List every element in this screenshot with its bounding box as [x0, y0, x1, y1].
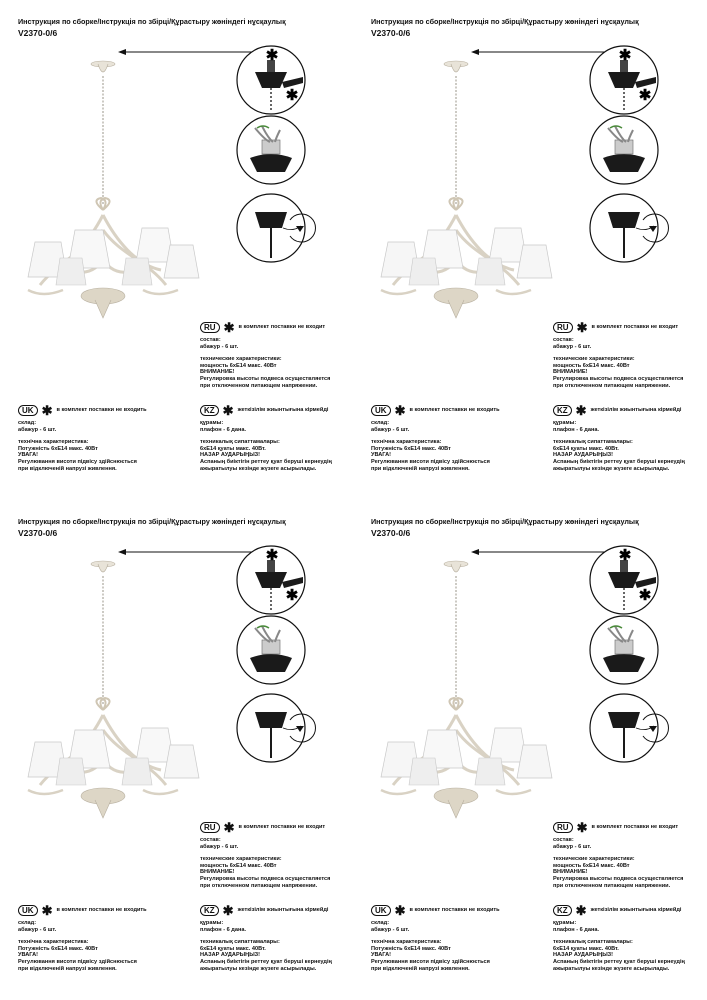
ru-line-2: абажур - 6 шт. [553, 343, 592, 350]
kz-line-5: НАЗАР АУДАРЫҢЫЗ! [200, 952, 261, 959]
instruction-sheet [353, 500, 706, 1000]
detail-canopy-screw-icon [237, 694, 315, 762]
uk-note: в комплект поставки не входить [409, 907, 500, 914]
svg-text:✱: ✱ [265, 47, 279, 64]
kz-line-5: НАЗАР АУДАРЫҢЫЗ! [553, 952, 614, 959]
uk-line-5: УВАГА! [18, 452, 39, 459]
star-icon: ✱ [575, 403, 587, 418]
ru-line-1: состав: [553, 337, 574, 343]
kz-line-3: техникалық сипаттамалары: [200, 439, 280, 446]
uk-line-2: абажур - 6 шт. [18, 926, 57, 933]
pointer-arrow-icon [118, 549, 270, 555]
kz-line-2: плафон - 6 дана. [553, 426, 600, 433]
uk-badge: UK [18, 905, 38, 916]
uk-section [18, 905, 147, 972]
ru-line-2: абажур - 6 шт. [200, 843, 239, 850]
svg-text:✱: ✱ [265, 547, 279, 564]
uk-line-3: технічна характеристика: [18, 439, 89, 446]
ru-line-5: ВНИМАНИЕ! [200, 369, 235, 376]
kz-line-6: Аспаның биіктігін реттеу қуат беруші кернеудің [553, 458, 685, 465]
ru-line-6: Регулировка высоты подвеса осуществляется [553, 375, 684, 382]
star-icon: ✱ [575, 903, 587, 918]
ru-section [553, 822, 683, 889]
kz-note: жеткізілім жиынтығына кірмейді [590, 407, 682, 414]
uk-line-1: склад: [18, 920, 37, 926]
uk-line-4: Потужність 6хЕ14 макс. 40Вт [18, 445, 98, 452]
uk-line-6: Регулювання висоти підвісу здійснюється [371, 458, 490, 465]
ru-line-1: состав: [200, 337, 221, 343]
chandelier-illustration [381, 61, 552, 318]
ru-line-5: ВНИМАНИЕ! [553, 369, 588, 376]
star-icon: ✱ [223, 320, 235, 335]
kz-line-6: Аспаның биіктігін реттеу қуат беруші кернеудің [200, 458, 332, 465]
star-icon: ✱ [222, 903, 234, 918]
assembly-illustration [0, 500, 353, 835]
model-number: V2370-0/6 [371, 528, 411, 538]
uk-badge: UK [371, 905, 391, 916]
uk-section [371, 905, 500, 972]
svg-text:✱: ✱ [285, 87, 299, 104]
kz-line-7: ажыратылуы кезінде жүзеге асырылады. [553, 465, 670, 472]
model-number: V2370-0/6 [18, 28, 58, 38]
ru-line-7: при отключенном питающем напряжении. [200, 882, 318, 889]
kz-badge: KZ [200, 905, 219, 916]
kz-note: жеткізілім жиынтығына кірмейді [237, 907, 329, 914]
assembly-illustration [353, 0, 706, 335]
kz-line-6: Аспаның биіктігін реттеу қуат беруші кернеудің [553, 958, 685, 965]
sheet-title: Инструкция по сборке/Інструкція по збірці/Құрастыру жөніндегі нұсқаулық [371, 517, 639, 526]
detail-ceiling-mount-icon [237, 46, 305, 114]
uk-note: в комплект поставки не входить [56, 407, 147, 414]
uk-line-7: при відключеній напрузі живлення. [371, 465, 470, 472]
ru-line-4: мощность 6хЕ14 макс. 40Вт [553, 862, 630, 869]
uk-line-3: технічна характеристика: [18, 939, 89, 946]
instruction-sheet [0, 0, 353, 500]
kz-line-7: ажыратылуы кезінде жүзеге асырылады. [553, 965, 670, 972]
ru-line-4: мощность 6хЕ14 макс. 40Вт [200, 862, 277, 869]
kz-line-4: 6хЕ14 қуаты макс. 40Вт. [200, 945, 266, 952]
kz-line-3: техникалық сипаттамалары: [553, 939, 633, 946]
chandelier-illustration [28, 561, 199, 818]
ru-note: в комплект поставки не входит [591, 324, 679, 331]
ru-section [200, 822, 330, 889]
model-number: V2370-0/6 [371, 28, 411, 38]
kz-section [553, 905, 685, 972]
uk-line-7: при відключеній напрузі живлення. [18, 465, 117, 472]
pointer-arrow-icon [471, 49, 623, 55]
uk-line-6: Регулювання висоти підвісу здійснюється [18, 958, 137, 965]
ru-line-4: мощность 6хЕ14 макс. 40Вт [553, 362, 630, 369]
uk-line-6: Регулювання висоти підвісу здійснюється [371, 958, 490, 965]
sheet-title: Инструкция по сборке/Інструкція по збірці/Құрастыру жөніндегі нұсқаулық [18, 517, 286, 526]
detail-wiring-icon [237, 616, 305, 684]
star-icon: ✱ [394, 903, 406, 918]
detail-canopy-screw-icon [590, 694, 668, 762]
ru-line-3: технические характеристики: [200, 356, 282, 363]
model-number: V2370-0/6 [18, 528, 58, 538]
kz-badge: KZ [553, 405, 572, 416]
uk-badge: UK [18, 405, 38, 416]
ru-line-1: состав: [553, 837, 574, 843]
chandelier-illustration [28, 61, 199, 318]
kz-line-5: НАЗАР АУДАРЫҢЫЗ! [200, 452, 261, 459]
pointer-arrow-icon [471, 549, 623, 555]
ru-line-3: технические характеристики: [200, 856, 282, 863]
kz-line-1: құрамы: [200, 920, 224, 926]
uk-note: в комплект поставки не входить [56, 907, 147, 914]
uk-line-2: абажур - 6 шт. [371, 426, 410, 433]
ru-line-7: при отключенном питающем напряжении. [553, 882, 671, 889]
ru-line-3: технические характеристики: [553, 356, 635, 363]
ru-section [200, 322, 330, 389]
kz-line-7: ажыратылуы кезінде жүзеге асырылады. [200, 965, 317, 972]
kz-line-2: плафон - 6 дана. [200, 426, 247, 433]
uk-line-3: технічна характеристика: [371, 939, 442, 946]
kz-line-4: 6хЕ14 қуаты макс. 40Вт. [553, 445, 619, 452]
ru-line-4: мощность 6хЕ14 макс. 40Вт [200, 362, 277, 369]
pointer-arrow-icon [118, 49, 270, 55]
sheet-title: Инструкция по сборке/Інструкція по збірці/Құрастыру жөніндегі нұсқаулық [371, 17, 639, 26]
sheet-title: Инструкция по сборке/Інструкція по збірці/Құрастыру жөніндегі нұсқаулық [18, 17, 286, 26]
ru-line-6: Регулировка высоты подвеса осуществляется [200, 875, 331, 882]
star-icon: ✱ [394, 403, 406, 418]
ru-note: в комплект поставки не входит [238, 324, 326, 331]
kz-badge: KZ [553, 905, 572, 916]
ru-note: в комплект поставки не входит [238, 824, 326, 831]
uk-line-5: УВАГА! [18, 952, 39, 959]
kz-line-3: техникалық сипаттамалары: [200, 939, 280, 946]
ru-line-2: абажур - 6 шт. [553, 843, 592, 850]
uk-line-4: Потужність 6хЕ14 макс. 40Вт [371, 945, 451, 952]
uk-line-3: технічна характеристика: [371, 439, 442, 446]
ru-line-5: ВНИМАНИЕ! [553, 869, 588, 876]
star-icon: ✱ [41, 903, 53, 918]
uk-line-2: абажур - 6 шт. [371, 926, 410, 933]
detail-wiring-icon [590, 616, 658, 684]
ru-line-2: абажур - 6 шт. [200, 343, 239, 350]
svg-text:✱: ✱ [618, 47, 632, 64]
kz-line-2: плафон - 6 дана. [553, 926, 600, 933]
instruction-sheet [353, 0, 706, 500]
detail-ceiling-mount-icon [237, 546, 305, 614]
assembly-illustration [353, 500, 706, 835]
assembly-illustration [0, 0, 353, 335]
kz-line-4: 6хЕ14 қуаты макс. 40Вт. [553, 945, 619, 952]
uk-badge: UK [371, 405, 391, 416]
ru-line-7: при отключенном питающем напряжении. [553, 382, 671, 389]
detail-ceiling-mount-icon [590, 546, 658, 614]
ru-line-6: Регулировка высоты подвеса осуществляется [553, 875, 684, 882]
uk-line-6: Регулювання висоти підвісу здійснюється [18, 458, 137, 465]
uk-line-2: абажур - 6 шт. [18, 426, 57, 433]
svg-text:✱: ✱ [638, 587, 652, 604]
kz-line-1: құрамы: [553, 420, 577, 426]
ru-badge: RU [553, 322, 573, 333]
kz-line-4: 6хЕ14 қуаты макс. 40Вт. [200, 445, 266, 452]
ru-line-1: состав: [200, 837, 221, 843]
star-icon: ✱ [576, 820, 588, 835]
uk-line-5: УВАГА! [371, 452, 392, 459]
uk-section [371, 405, 500, 472]
ru-badge: RU [200, 322, 220, 333]
ru-line-3: технические характеристики: [553, 856, 635, 863]
uk-line-7: при відключеній напрузі живлення. [371, 965, 470, 972]
kz-line-1: құрамы: [200, 420, 224, 426]
uk-note: в комплект поставки не входить [409, 407, 500, 414]
kz-section [200, 905, 332, 972]
star-icon: ✱ [41, 403, 53, 418]
ru-line-6: Регулировка высоты подвеса осуществляется [200, 375, 331, 382]
star-icon: ✱ [223, 820, 235, 835]
kz-line-1: құрамы: [553, 920, 577, 926]
ru-badge: RU [200, 822, 220, 833]
detail-canopy-screw-icon [590, 194, 668, 262]
kz-badge: KZ [200, 405, 219, 416]
kz-line-5: НАЗАР АУДАРЫҢЫЗ! [553, 452, 614, 459]
uk-line-7: при відключеній напрузі живлення. [18, 965, 117, 972]
kz-note: жеткізілім жиынтығына кірмейді [590, 907, 682, 914]
chandelier-illustration [381, 561, 552, 818]
uk-section [18, 405, 147, 472]
uk-line-1: склад: [371, 920, 390, 926]
star-icon: ✱ [222, 403, 234, 418]
uk-line-1: склад: [18, 420, 37, 426]
instruction-sheet [0, 500, 353, 1000]
detail-wiring-icon [590, 116, 658, 184]
uk-line-4: Потужність 6хЕ14 макс. 40Вт [18, 945, 98, 952]
kz-note: жеткізілім жиынтығына кірмейді [237, 407, 329, 414]
star-icon: ✱ [576, 320, 588, 335]
kz-line-6: Аспаның биіктігін реттеу қуат беруші кернеудің [200, 958, 332, 965]
uk-line-4: Потужність 6хЕ14 макс. 40Вт [371, 445, 451, 452]
ru-section [553, 322, 683, 389]
kz-section [553, 405, 685, 472]
ru-line-7: при отключенном питающем напряжении. [200, 382, 318, 389]
detail-ceiling-mount-icon [590, 46, 658, 114]
kz-section [200, 405, 332, 472]
uk-line-1: склад: [371, 420, 390, 426]
kz-line-2: плафон - 6 дана. [200, 926, 247, 933]
ru-line-5: ВНИМАНИЕ! [200, 869, 235, 876]
detail-wiring-icon [237, 116, 305, 184]
kz-line-7: ажыратылуы кезінде жүзеге асырылады. [200, 465, 317, 472]
detail-canopy-screw-icon [237, 194, 315, 262]
ru-badge: RU [553, 822, 573, 833]
kz-line-3: техникалық сипаттамалары: [553, 439, 633, 446]
svg-text:✱: ✱ [618, 547, 632, 564]
ru-note: в комплект поставки не входит [591, 824, 679, 831]
uk-line-5: УВАГА! [371, 952, 392, 959]
svg-text:✱: ✱ [638, 87, 652, 104]
svg-text:✱: ✱ [285, 587, 299, 604]
